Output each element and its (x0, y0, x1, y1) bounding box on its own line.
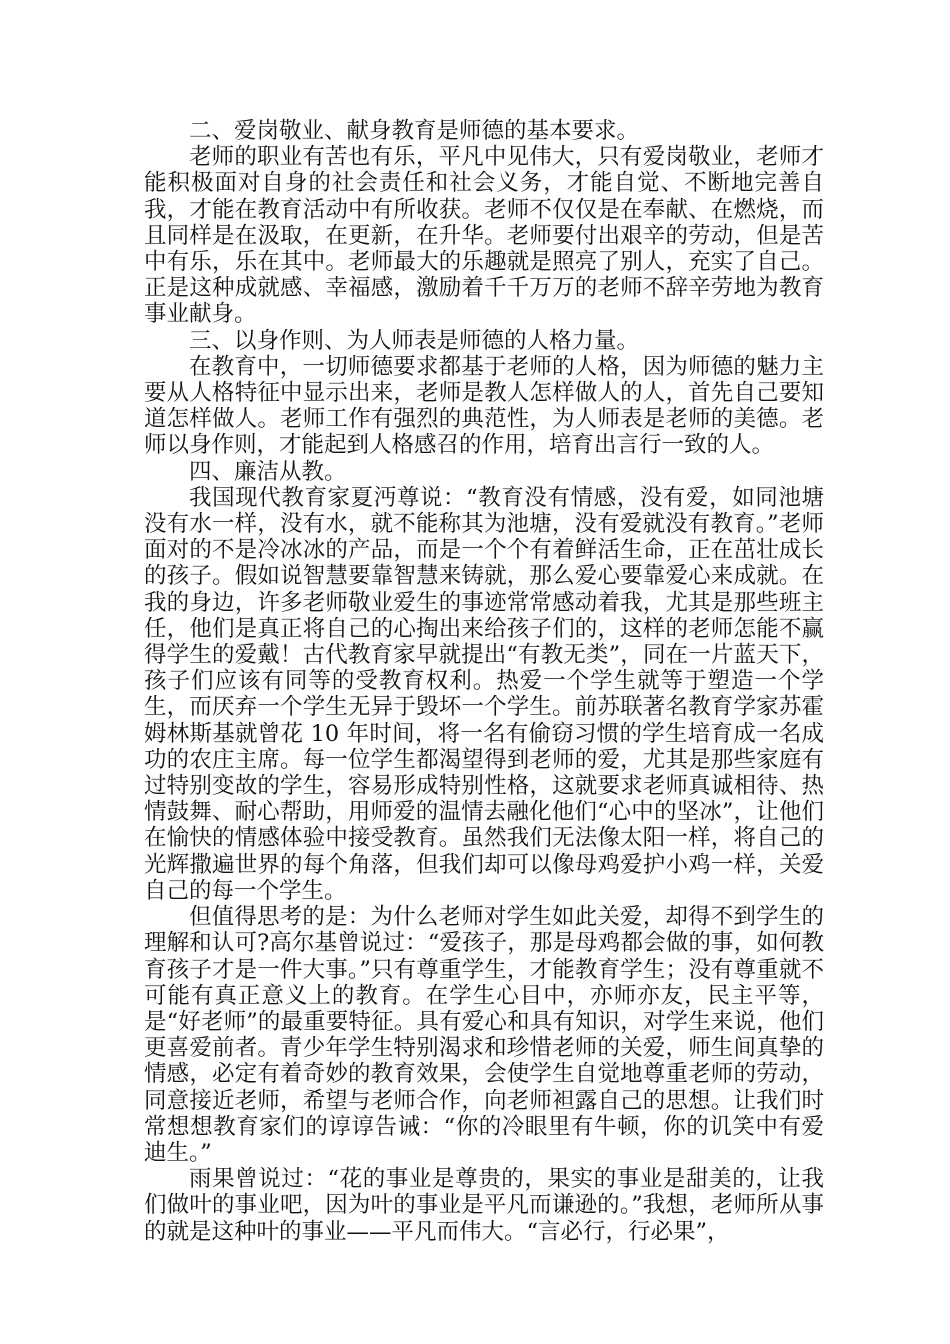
paragraph-respect-students: 但值得思考的是：为什么老师对学生如此关爱，却得不到学生的理解和认可?高尔基曾说过：“爱孩子，那是母鸡都会做的事，如何教育孩子才是一件大事。”只有尊重学生，才能教育学生；没有尊重就不可能有真正意义上的教育。在学生心目中，亦师亦友，民主平等，是“好老师”的最重要特征。具有爱心和具有知识，对学生来说，他们更喜爱前者。青少年学生特别渴求和珍惜老师的关爱，师生间真挚的情感，必定有着奇妙的教育效果，会使学生自觉地尊重老师的劳动，同意接近老师，希望与老师合作，向老师袒露自己的思想。让我们时常想想教育家们的谆谆告诫：“你的冷眼里有牛顿，你的讥笑中有爱迪生。” (144, 904, 824, 1166)
paragraph-love-students: 我国现代教育家夏沔尊说：“教育没有情感，没有爱，如同池塘没有水一样，没有水，就不能称其为池塘，没有爱就没有教育。”老师面对的不是冷冰冰的产品，而是一个个有着鲜活生命，正在茁壮成长的孩子。假如说智慧要靠智慧来铸就，那么爱心要靠爱心来成就。在我的身边，许多老师敬业爱生的事迹常常感动着我，尤其是那些班主任，他们是真正将自己的心掏出来给孩子们的，这样的老师怎能不赢得学生的爱戴！古代教育家早就提出“有教无类”，同在一片蓝天下，孩子们应该有同等的受教育权利。热爱一个学生就等于塑造一个学生，而厌弃一个学生无异于毁坏一个学生。前苏联著名教育学家苏霍姆林斯基就曾花 10 年时间，将一名有偷窃习惯的学生培育成一名成功的农庄主席。每一位学生都渴望得到老师的爱，尤其是那些家庭有过特别变故的学生，容易形成特别性格，这就要求老师真诚相待、热情鼓舞、耐心帮助，用师爱的温情去融化他们“心中的坚冰”，让他们在愉快的情感体验中接受教育。虽然我们无法像太阳一样，将自己的光辉撒遍世界的每个角落，但我们却可以像母鸡爱护小鸡一样，关爱自己的每一个学生。 (144, 484, 824, 904)
paragraph-role-model: 在教育中，一切师德要求都基于老师的人格，因为师德的魅力主要从人格特征中显示出来，老师是教人怎样做人的人，首先自己要知道怎样做人。老师工作有强烈的典范性，为人师表是老师的美德。老师以身作则，才能起到人格感召的作用，培育出言行一致的人。 (144, 353, 824, 459)
section-heading-2: 二、爱岗敬业、献身教育是师德的基本要求。 (189, 118, 640, 144)
section-heading-3: 三、以身作则、为人师表是师德的人格力量。 (189, 327, 640, 354)
section-heading-4: 四、廉洁从教。 (189, 458, 347, 485)
paragraph-dedication: 老师的职业有苦也有乐，平凡中见伟大，只有爱岗敬业，老师才能积极面对自身的社会责任和社会义务，才能自觉、不断地完善自我，才能在教育活动中有所收获。老师不仅仅是在奉献、在燃烧，而且同样是在汲取，在更新，在升华。老师要付出艰辛的劳动，但是苦中有乐，乐在其中。老师最大的乐趣就是照亮了别人，充实了自己。正是这种成就感、幸福感，激励着千千万万的老师不辞辛劳地为教育事业献身。 (144, 144, 824, 328)
paragraph-leaf-career: 雨果曾说过：“花的事业是尊贵的，果实的事业是甜美的，让我们做叶的事业吧，因为叶的事业是平凡而谦逊的。”我想，老师所从事的就是这种叶的事业——平凡而伟大。“言必行，行必果”， (144, 1166, 824, 1245)
document-page (144, 118, 824, 1245)
